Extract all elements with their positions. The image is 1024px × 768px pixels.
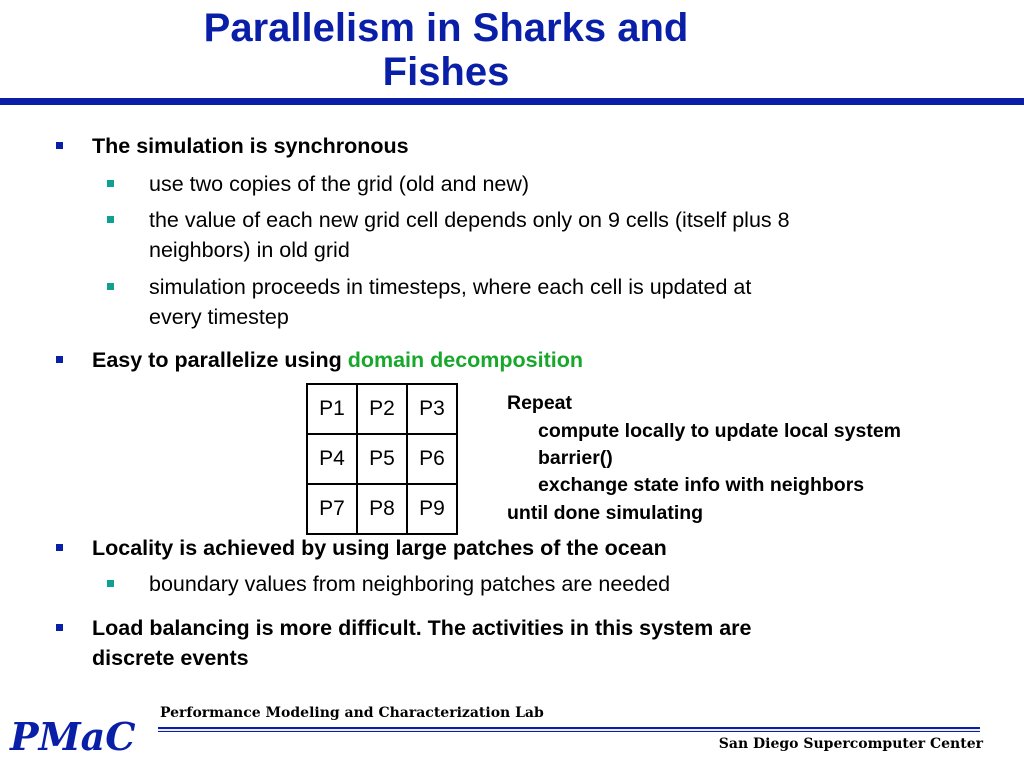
footer-divider (158, 727, 980, 732)
sub-bullet-square-icon (107, 180, 114, 187)
bullet-square-icon (56, 544, 63, 551)
bullet-synchronous: The simulation is synchronous (92, 134, 409, 158)
footer-lab-name: Performance Modeling and Characterization Lab (160, 705, 544, 721)
pseudocode-until: until done simulating (507, 502, 704, 524)
grid-cell-p4: P4 (307, 434, 357, 484)
pmac-logo: PMaC (10, 714, 136, 759)
bullet-load-balancing-line1: Load balancing is more difficult. The activities in this system are (92, 616, 752, 640)
sub-bullet-timesteps-line1: simulation proceeds in timesteps, where each cell is updated at (149, 275, 752, 299)
bullet-parallelize-text: Easy to parallelize using (92, 348, 348, 372)
sub-bullet-square-icon (107, 283, 114, 290)
sub-bullet-nine-cells-line2: neighbors) in old grid (149, 238, 350, 262)
grid-cell-p1: P1 (307, 384, 357, 434)
bullet-locality: Locality is achieved by using large patches of the ocean (92, 536, 667, 560)
processor-grid (306, 383, 458, 535)
pseudocode-exchange: exchange state info with neighbors (538, 474, 865, 496)
bullet-square-icon (56, 356, 63, 363)
slide-title-line2: Fishes (382, 50, 510, 94)
pseudocode-barrier: barrier() (538, 447, 613, 469)
title-divider (0, 98, 1024, 105)
grid-cell-p7: P7 (307, 484, 357, 534)
footer-center-name: San Diego Supercomputer Center (718, 736, 983, 752)
grid-cell-p6: P6 (407, 434, 457, 484)
sub-bullet-nine-cells-line1: the value of each new grid cell depends only on 9 cells (itself plus 8 (149, 208, 790, 232)
sub-bullet-square-icon (107, 216, 114, 223)
bullet-square-icon (56, 624, 63, 631)
sub-bullet-boundary-values: boundary values from neighboring patches are needed (149, 572, 671, 596)
sub-bullet-square-icon (107, 580, 114, 587)
slide-title (120, 6, 772, 94)
grid-cell-p9: P9 (407, 484, 457, 534)
slide-title-line1: Parallelism in Sharks and (203, 6, 689, 50)
sub-bullet-two-copies: use two copies of the grid (old and new) (149, 172, 530, 196)
grid-cell-p5: P5 (357, 434, 407, 484)
grid-cell-p8: P8 (357, 484, 407, 534)
pseudocode-repeat: Repeat (507, 392, 573, 414)
grid-cell-p3: P3 (407, 384, 457, 434)
domain-decomposition-highlight: domain decomposition (347, 348, 584, 372)
sub-bullet-timesteps-line2: every timestep (149, 305, 289, 329)
bullet-load-balancing-line2: discrete events (92, 646, 249, 670)
bullet-square-icon (56, 142, 63, 149)
pseudocode-compute: compute locally to update local system (538, 420, 902, 442)
grid-cell-p2: P2 (357, 384, 407, 434)
bullet-parallelize (92, 345, 583, 375)
